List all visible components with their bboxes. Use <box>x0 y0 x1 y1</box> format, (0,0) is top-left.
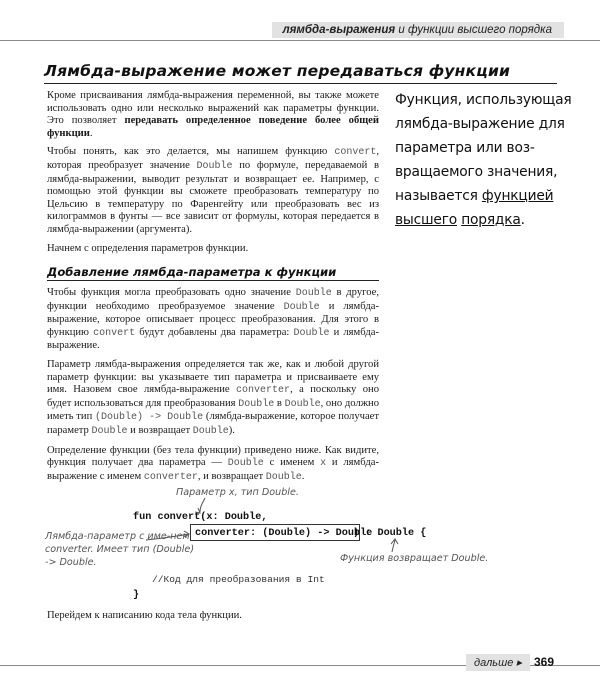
paragraph: Начнем с определения параметров функции. <box>47 242 249 254</box>
code-closing-brace: } <box>133 590 140 601</box>
section-title-rule <box>44 83 557 84</box>
annotation-x-param: Параметр x, тип Double. <box>176 487 299 498</box>
code-line-signature: fun convert(x: Double, <box>133 512 268 523</box>
code-line-converter: converter: (Double) -> Double <box>195 528 373 539</box>
code-comment: //Код для преобразования в Int <box>152 574 325 585</box>
paragraph: Чтобы понять, как это делается, мы напишем функцию convert, которая преобразует значение Double по формуле, передаваемой в лямбда-выражении, выводит результат и возвращает ее. Например, с помощью этой функции вы сможете преобразовать температуру по Цельсию в температуру по Фаренгейту или преобразовать вес из килограммов в фунты — все зависит от формулы, которая передается в лямбда-выражении (аргумента). <box>47 146 379 235</box>
definition-sidebar: Функция, использующая лямбда-выражение для параметра или воз-вращаемого значения, называется функцией высшего порядка. <box>395 92 572 228</box>
chapter-rest: и функции высшего порядка <box>395 24 552 36</box>
paragraph: Кроме присваивания лямбда-выражения переменной, вы также можете использовать одно или несколько выражений как параметры функции. Это позволяет передавать определенное поведение более общей функции. <box>47 90 379 139</box>
arrow-head-return <box>391 539 398 544</box>
chapter-tab <box>272 22 564 38</box>
arrow-to-x <box>200 498 205 512</box>
annotation-return: Функция возвращает Double. <box>340 553 489 564</box>
closing-paragraph: Перейдем к написанию кода тела функции. <box>47 610 242 621</box>
subsection-title-rule <box>47 280 379 281</box>
page-number: 369 <box>534 655 555 669</box>
body-column <box>47 287 379 490</box>
next-page-tab: дальше ▸ <box>466 654 530 671</box>
paragraph: Определение функции (без тела функции) приведено ниже. Как видите, функция получает два параметра — Double с именем x и лямбда-выражение с именем converter, и возвращает Double. <box>47 444 379 483</box>
chapter-bold: лямбда-выражения <box>282 24 396 36</box>
section-title: Лямбда-выражение может передаваться функции <box>44 62 511 80</box>
arrow-to-return <box>392 540 395 552</box>
paragraph: Чтобы функция могла преобразовать одно значение Double в другое, функции необходимо преобразуемое значение Double и лямбда-выражение, которое описывает процесс преобразования. Для этого в функцию convert будут добавлены два параметра: Double и лямбда-выражение. <box>47 287 380 352</box>
intro-column <box>47 90 379 261</box>
paragraph: Параметр лямбда-выражения определяется так же, как и любой другой параметр функции: вы указываете тип параметра и присваиваете ему имя. Назовем свое лямбда-выражение converter, а поскольку оно будет использоваться для преобразования Double в Double, оно должно иметь тип (Double) -> Double (лямбда-выражение, которое получает параметр Double и возвращает Double). <box>47 358 380 437</box>
subsection-title: Добавление лямбда-параметра к функции <box>47 265 337 279</box>
annotation-lambda-param: Лямбда-параметр с име-нем converter. Имеет тип (Double) -> Double. <box>45 531 195 568</box>
header-rule <box>0 40 600 41</box>
running-header <box>0 22 600 44</box>
code-line-return-type: ) : Double { <box>353 528 427 539</box>
